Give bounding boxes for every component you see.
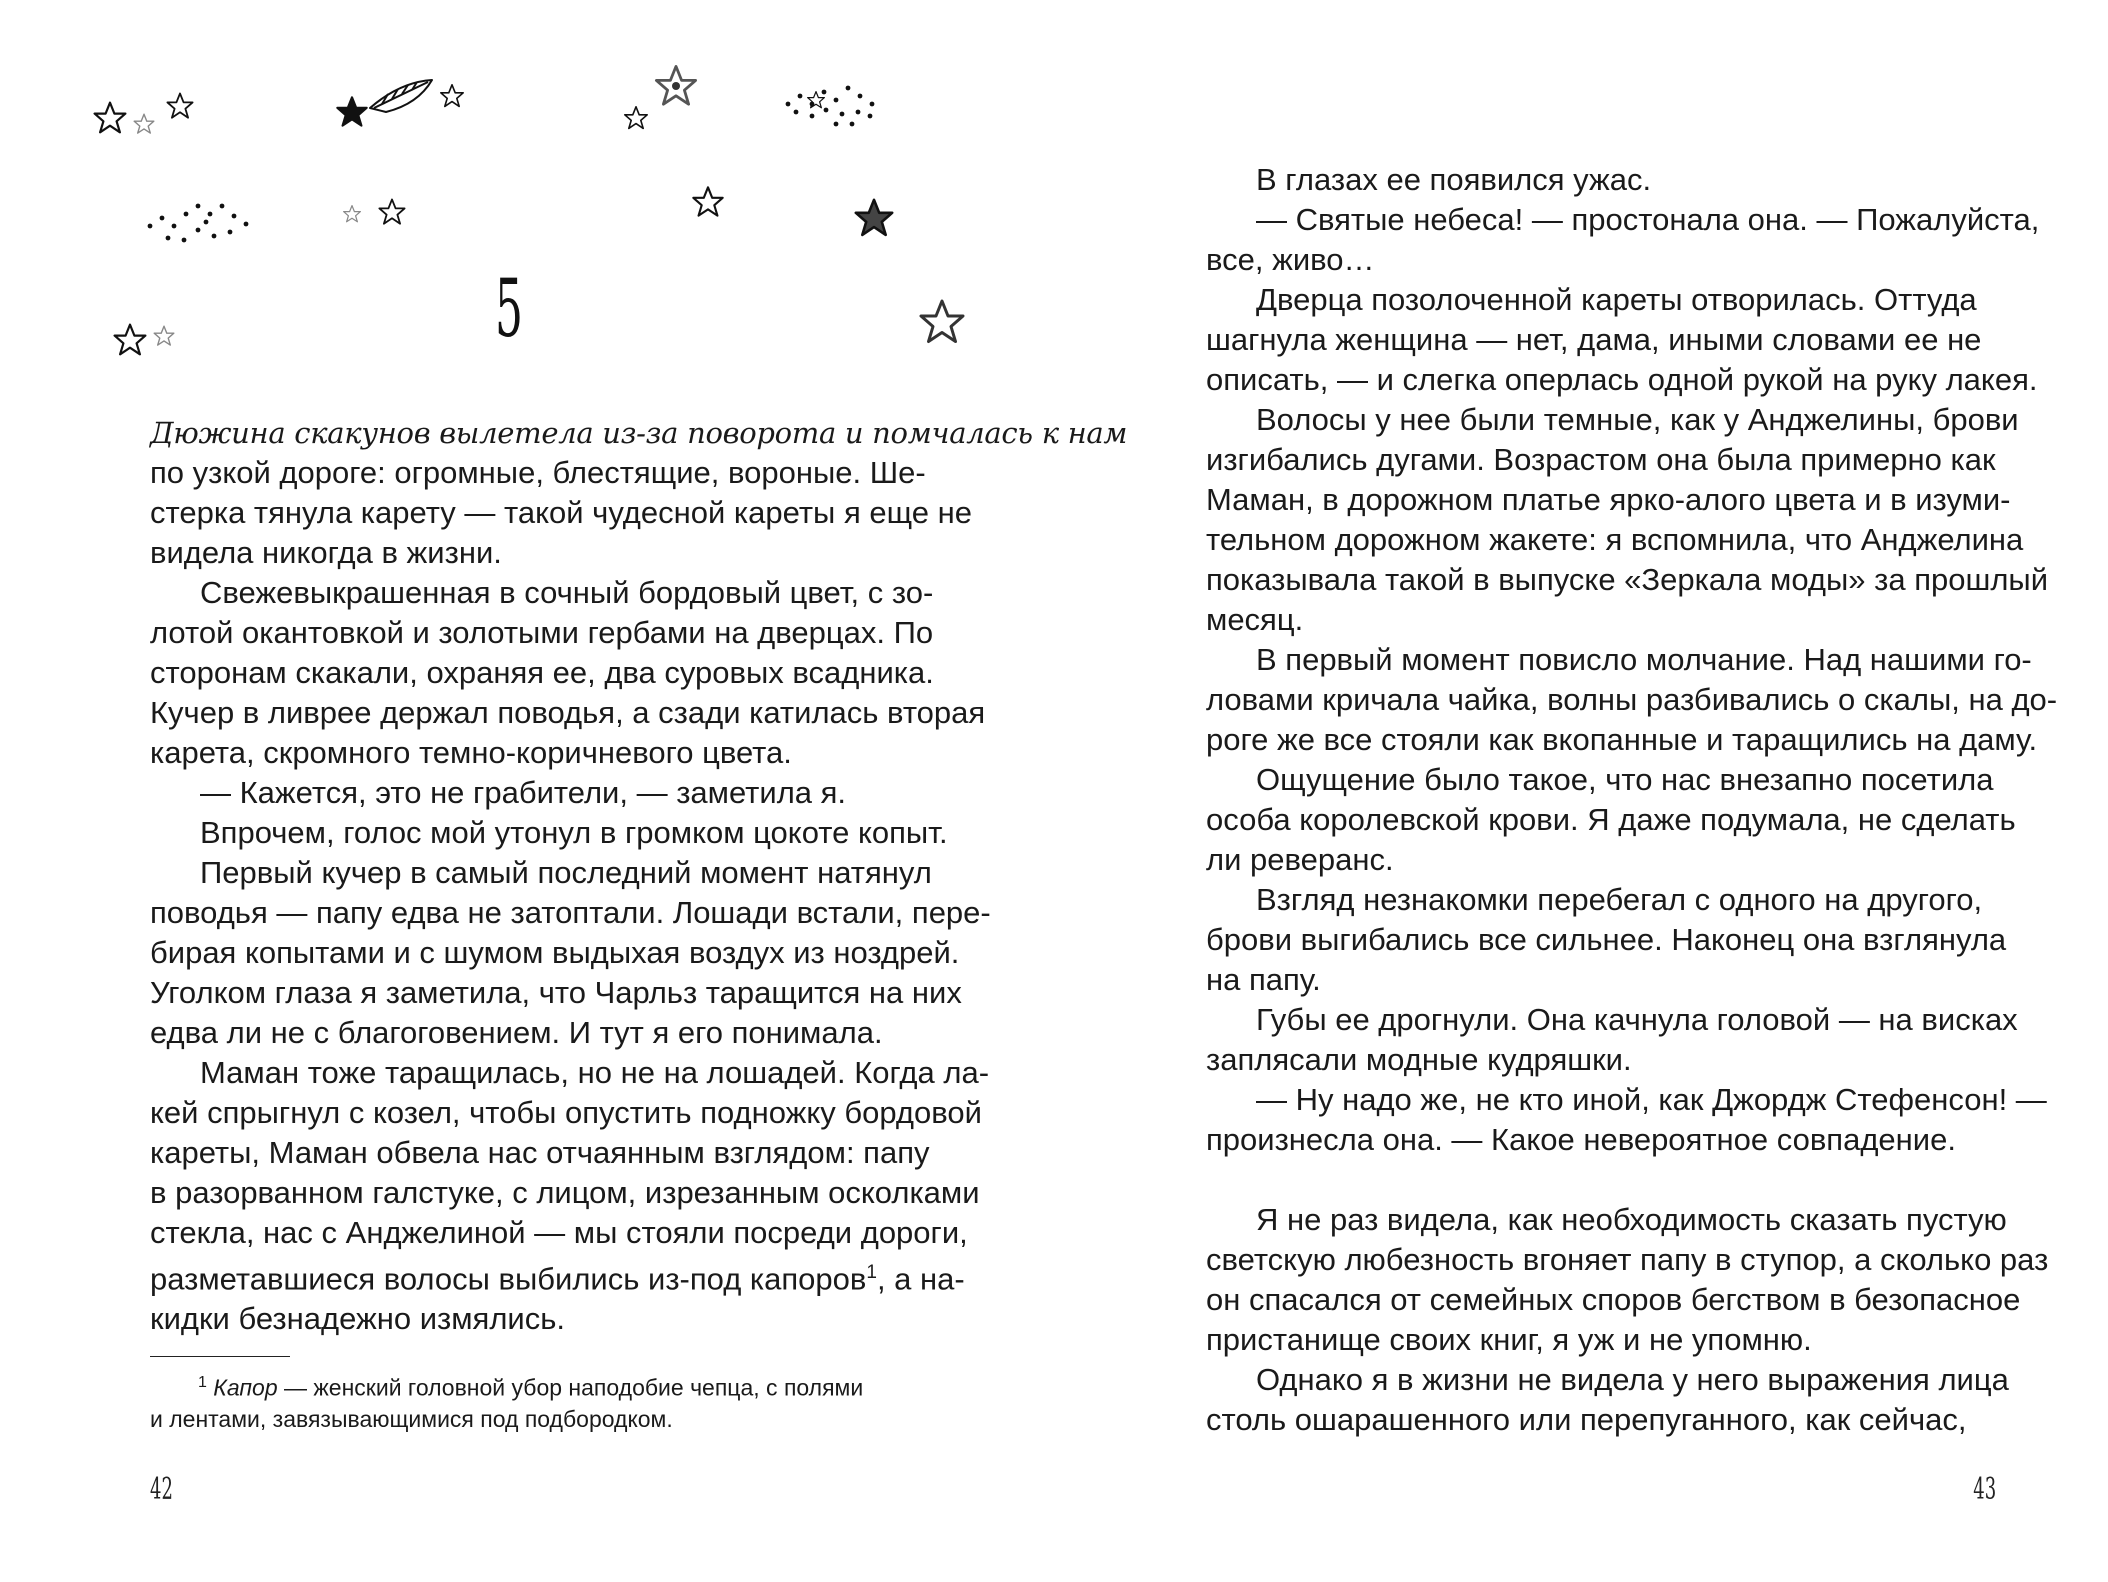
text-line: Губы ее дрогнули. Она качнула головой — на висках — [1256, 1002, 2018, 1037]
star-icon — [134, 114, 154, 133]
text-line: на папу. — [1206, 962, 1321, 997]
text-line: В глазах ее появился ужас. — [1256, 162, 1652, 197]
text-line: светскую любезность вгоняет папу в ступор, а сколько раз — [1206, 1242, 2049, 1277]
text-line: стекла, нас с Анджелиной — мы стояли посреди дороги, — [150, 1215, 968, 1250]
footnote — [150, 1367, 950, 1435]
text-line: поводья — папу едва не затоптали. Лошади встали, пере- — [150, 895, 991, 930]
footnote-marker: 1 — [866, 1262, 877, 1283]
left-page-text — [150, 413, 1128, 1339]
text-line: кареты, Маман обвела нас отчаянным взглядом: папу — [150, 1135, 930, 1170]
chapter-number: 5 — [495, 262, 523, 355]
text-line: все, живо… — [1206, 242, 1375, 277]
dotted-cloud-icon — [786, 86, 875, 127]
text-line: Ощущение было такое, что нас внезапно посетила — [1256, 762, 1994, 797]
text-line: — Святые небеса! — простонала она. — Пожалуйста, — [1256, 202, 2040, 237]
text-line: Впрочем, голос мой утонул в громком цокоте копыт. — [200, 815, 948, 850]
text-line: в разорванном галстуке, с лицом, изрезанным осколками — [150, 1175, 980, 1210]
star-icon — [625, 107, 647, 129]
text-line: шагнула женщина — нет, дама, иными словами ее не — [1206, 322, 1982, 357]
text-line: Первый кучер в самый последний момент натянул — [200, 855, 932, 890]
text-segment: разметавшиеся волосы выбились из-под капоров — [150, 1261, 867, 1297]
text-line: описать, — и слегка оперлась одной рукой на руку лакея. — [1206, 362, 2038, 397]
dotted-cloud-icon — [148, 204, 249, 243]
text-line: — Ну надо же, не кто иной, как Джордж Стефенсон! — — [1256, 1082, 2047, 1117]
text-line: Маман, в дорожном платье ярко-алого цвета и в изуми- — [1206, 482, 2011, 517]
star-icon — [693, 187, 722, 215]
text-line: ловами кричала чайка, волны разбивались о скалы, на до- — [1206, 682, 2058, 717]
feather-icon — [370, 80, 432, 112]
star-icon — [337, 97, 366, 125]
star-icon — [95, 103, 126, 133]
text-line: Кучер в ливрее держал поводья, а сзади катилась вторая — [150, 695, 986, 730]
text-line: сторонам скакали, охраняя ее, два суровых всадника. — [150, 655, 934, 690]
star-icon — [154, 326, 174, 345]
text-line: Однако я в жизни не видела у него выражения лица — [1256, 1362, 2009, 1397]
text-line: видела никогда в жизни. — [150, 535, 502, 570]
text-line: тельном дорожном жакете: я вспомнила, что Анджелина — [1206, 522, 2024, 557]
text-line: брови выгибались все сильнее. Наконец она взглянула — [1206, 922, 2007, 957]
text-line: Взгляд незнакомки перебегал с одного на другого, — [1256, 882, 1983, 917]
footnote-line: и лентами, завязывающимися под подбородком. — [150, 1405, 673, 1432]
text-line: месяц. — [1206, 602, 1304, 637]
right-page-text — [1206, 160, 2058, 1440]
star-cloud-ornament — [0, 0, 1054, 380]
text-line: стерка тянула карету — такой чудесной кареты я еще не — [150, 495, 972, 530]
text-line: заплясали модные кудряшки. — [1206, 1042, 1632, 1077]
footnote-text: — женский головной убор наподобие чепца, с полями — [277, 1374, 864, 1401]
text-line: карета, скромного темно-коричневого цвета. — [150, 735, 792, 770]
text-line: кидки безнадежно измялись. — [150, 1301, 565, 1337]
text-line: ли реверанс. — [1206, 842, 1394, 877]
text-line: Маман тоже таращилась, но не на лошадей. Когда ла- — [200, 1055, 990, 1090]
text-line: по узкой дороге: огромные, блестящие, вороные. Ше- — [150, 455, 926, 490]
text-line: пристанище своих книг, я уж и не упомню. — [1206, 1322, 1812, 1357]
text-line: бирая копытами и с шумом выдыхая воздух из ноздрей. — [150, 935, 960, 970]
star-icon — [441, 85, 463, 107]
text-line-with-footnote — [150, 1253, 965, 1299]
text-line: показывала такой в выпуске «Зеркала моды» за прошлый — [1206, 562, 2049, 597]
page-number: 42 — [150, 1472, 173, 1507]
footnote-line — [150, 1367, 950, 1404]
text-line: он спасался от семейных споров бегством в безопасное — [1206, 1282, 2021, 1317]
star-icon — [856, 200, 892, 235]
text-line: лотой окантовкой и золотыми гербами на дверцах. По — [150, 615, 934, 650]
text-line: Я не раз видела, как необходимость сказать пустую — [1256, 1202, 2007, 1237]
footnote-term: Капор — [213, 1374, 278, 1401]
star-icon — [921, 301, 963, 342]
text-line: особа королевской крови. Я даже подумала, не сделать — [1206, 802, 2016, 837]
text-line: Уголком глаза я заметила, что Чарльз таращится на них — [150, 975, 962, 1010]
star-icon — [115, 325, 146, 355]
text-segment: , а на- — [876, 1261, 965, 1297]
star-icon — [167, 93, 192, 117]
opening-line: Дюжина скакунов вылетела из-за поворота и помчалась к нам — [150, 416, 1128, 450]
page-number: 43 — [1973, 1472, 1996, 1507]
section-break — [1206, 1160, 1996, 1200]
text-line: столь ошарашенного или перепуганного, как сейчас, — [1206, 1402, 1967, 1437]
text-line: Свежевыкрашенная в сочный бордовый цвет, с зо- — [200, 575, 934, 610]
text-line: роге же все стояли как вкопанные и таращились на даму. — [1206, 722, 2038, 757]
text-line: кей спрыгнул с козел, чтобы опустить подножку бордовой — [150, 1095, 982, 1130]
star-icon — [344, 206, 361, 222]
text-line: Дверца позолоченной кареты отворилась. Оттуда — [1256, 282, 1977, 317]
text-line: — Кажется, это не грабители, — заметила я. — [200, 775, 847, 810]
text-line: едва ли не с благоговением. И тут я его понимала. — [150, 1015, 883, 1050]
text-line: В первый момент повисло молчание. Над нашими го- — [1256, 642, 2032, 677]
right-page — [1054, 0, 2108, 1582]
footnote-number: 1 — [198, 1374, 207, 1391]
star-icon — [379, 199, 404, 223]
text-line: Волосы у нее были темные, как у Анджелины, брови — [1256, 402, 2019, 437]
text-line: изгибались дугами. Возрастом она была примерно как — [1206, 442, 1996, 477]
text-line: произнесла она. — Какое невероятное совпадение. — [1206, 1122, 1956, 1157]
footnote-divider — [150, 1356, 290, 1357]
